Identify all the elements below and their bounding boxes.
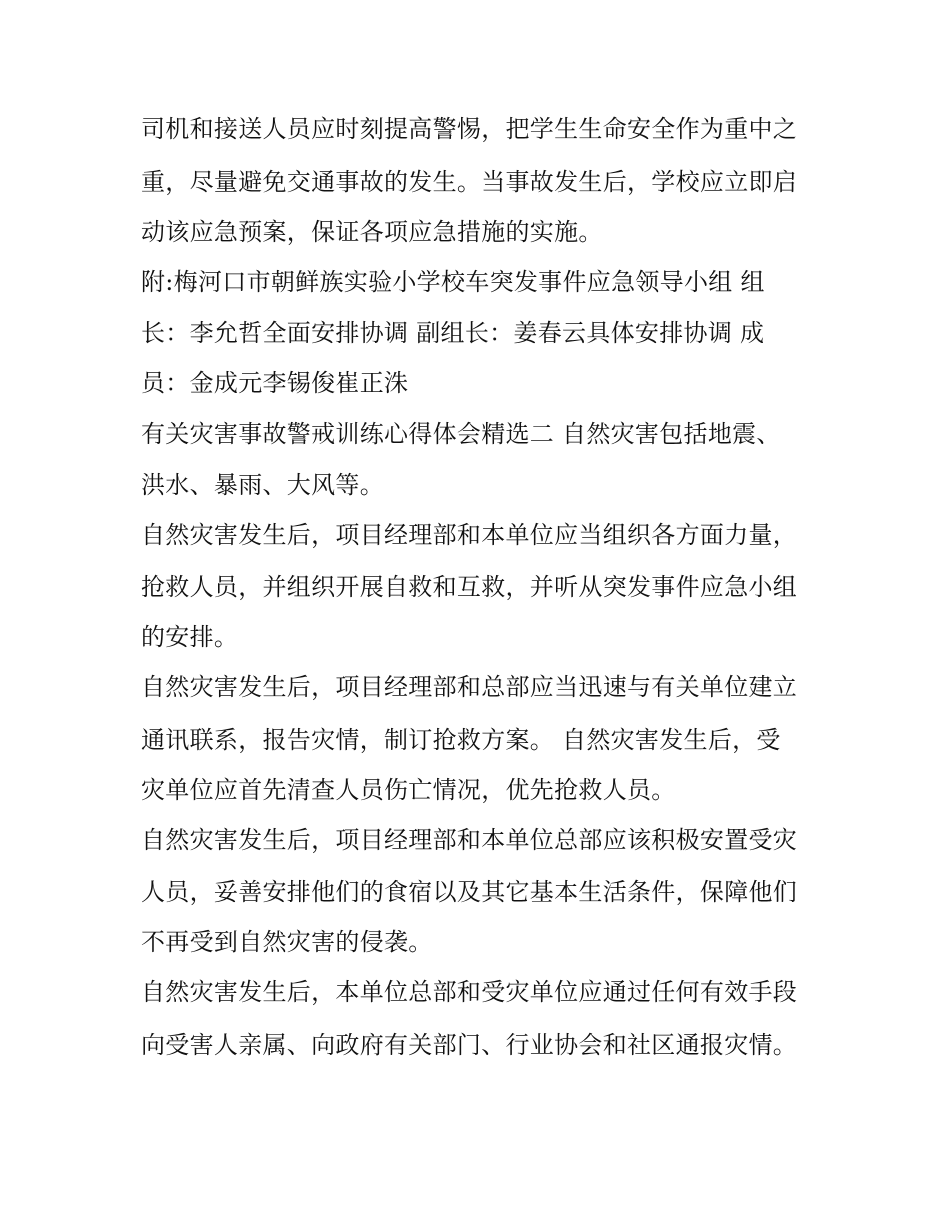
text-line: 附:梅河口市朝鲜族实验小学校车突发事件应急领导小组 组	[141, 268, 765, 296]
text-line: 自然灾害发生后，项目经理部和本单位总部应该积极安置受灾	[141, 826, 798, 854]
text-line: 自然灾害发生后，本单位总部和受灾单位应通过任何有效手段	[141, 978, 798, 1006]
text-line: 的安排。	[141, 623, 239, 651]
text-line: 有关灾害事故警戒训练心得体会精选二 自然灾害包括地震、	[141, 420, 781, 448]
text-line: 司机和接送人员应时刻提高警惕，把学生生命安全作为重中之	[141, 115, 798, 143]
text-line: 员：金成元李锡俊崔正洙	[141, 369, 409, 397]
text-line: 重，尽量避免交通事故的发生。当事故发生后，学校应立即启	[141, 168, 798, 196]
text-line: 长：李允哲全面安排协调 副组长：姜春云具体安排协调 成	[141, 319, 765, 347]
text-line: 洪水、暴雨、大风等。	[141, 471, 384, 499]
text-line: 自然灾害发生后，项目经理部和总部应当迅速与有关单位建立	[141, 673, 798, 701]
text-line: 动该应急预案，保证各项应急措施的实施。	[141, 218, 603, 246]
text-line: 通讯联系，报告灾情，制订抢救方案。 自然灾害发生后，受	[141, 726, 781, 754]
text-line: 向受害人亲属、向政府有关部门、行业协会和社区通报灾情。	[141, 1031, 798, 1059]
text-line: 灾单位应首先清查人员伤亡情况，优先抢救人员。	[141, 776, 676, 804]
text-line: 自然灾害发生后，项目经理部和本单位应当组织各方面力量，	[141, 521, 798, 549]
text-line: 不再受到自然灾害的侵袭。	[141, 928, 433, 956]
text-line: 人员，妥善安排他们的食宿以及其它基本生活条件，保障他们	[141, 878, 798, 906]
text-line: 抢救人员，并组织开展自救和互救，并听从突发事件应急小组	[141, 573, 798, 601]
